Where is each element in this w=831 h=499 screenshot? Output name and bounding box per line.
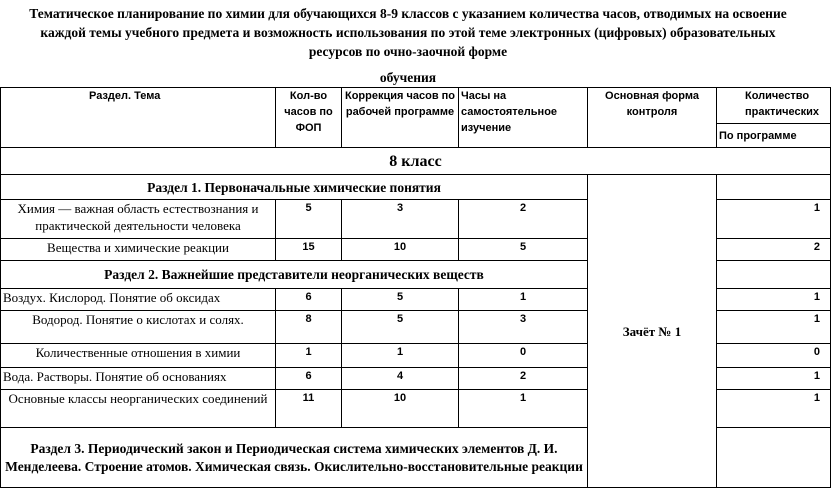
- row-topic: Воздух. Кислород. Понятие об оксидах: [1, 289, 276, 311]
- row-program: 1: [717, 311, 831, 344]
- row-fop: 8: [276, 311, 342, 344]
- row-program: 2: [717, 239, 831, 261]
- row-self: 3: [459, 311, 588, 344]
- row-correction: 10: [342, 390, 459, 428]
- row-topic: Химия — важная область естествознания и практической деятельности человека: [1, 200, 276, 239]
- row-self: 5: [459, 239, 588, 261]
- row-correction: 1: [342, 344, 459, 368]
- row-program: 0: [717, 344, 831, 368]
- header-correction: Коррекция часов по рабочей программе: [342, 88, 459, 148]
- row-self: 0: [459, 344, 588, 368]
- row-fop: 11: [276, 390, 342, 428]
- document-title: [0, 4, 816, 87]
- title-line: ресурсов по очно-заочной форме: [308, 44, 508, 59]
- row-fop: 6: [276, 289, 342, 311]
- row-topic: Вещества и химические реакции: [1, 239, 276, 261]
- header-hours-fop: Кол-во часов по ФОП: [276, 88, 342, 148]
- title-line: Тематическое планирование по химии для обучающихся 8-9 классов с указанием количества часов, отводимых на освоение: [29, 6, 787, 21]
- row-fop: 5: [276, 200, 342, 239]
- row-topic: Вода. Растворы. Понятие об основаниях: [1, 368, 276, 390]
- row-correction: 3: [342, 200, 459, 239]
- section-heading: Раздел 3. Периодический закон и Периодическая система химических элементов Д. И. Менделеева. Строение атомов. Химическая связь. Окислительно-восстановительные реакции: [1, 428, 588, 488]
- planning-table: [0, 87, 831, 488]
- row-correction: 4: [342, 368, 459, 390]
- header-self-study: Часы на самостоятельное изучение: [459, 88, 588, 148]
- row-self: 1: [459, 390, 588, 428]
- row-topic: Водород. Понятие о кислотах и солях.: [1, 311, 276, 344]
- empty-cell: [717, 428, 831, 488]
- row-correction: 5: [342, 289, 459, 311]
- empty-cell: [717, 175, 831, 200]
- row-program: 1: [717, 390, 831, 428]
- row-program: 1: [717, 289, 831, 311]
- section-heading: Раздел 2. Важнейшие представители неорганических веществ: [1, 261, 588, 289]
- row-correction: 5: [342, 311, 459, 344]
- control-form-cell: Зачёт № 1: [588, 175, 717, 488]
- grade-heading: 8 класс: [1, 148, 831, 175]
- section-heading: Раздел 1. Первоначальные химические понятия: [1, 175, 588, 200]
- row-topic: Основные классы неорганических соединений: [1, 390, 276, 428]
- header-by-program: По программе: [717, 124, 831, 148]
- title-line: обучения: [379, 70, 437, 85]
- header-topic: Раздел. Тема: [1, 88, 276, 148]
- row-self: 1: [459, 289, 588, 311]
- row-program: 1: [717, 368, 831, 390]
- row-fop: 6: [276, 368, 342, 390]
- row-correction: 10: [342, 239, 459, 261]
- row-self: 2: [459, 368, 588, 390]
- header-practical: Количество практических: [717, 88, 831, 124]
- row-fop: 15: [276, 239, 342, 261]
- row-fop: 1: [276, 344, 342, 368]
- header-control-form: Основная форма контроля: [588, 88, 717, 148]
- row-program: 1: [717, 200, 831, 239]
- row-self: 2: [459, 200, 588, 239]
- row-topic: Количественные отношения в химии: [1, 344, 276, 368]
- title-line: каждой темы учебного предмета и возможность использования по этой теме электронных (цифровых) образовательных: [40, 25, 776, 40]
- empty-cell: [717, 261, 831, 289]
